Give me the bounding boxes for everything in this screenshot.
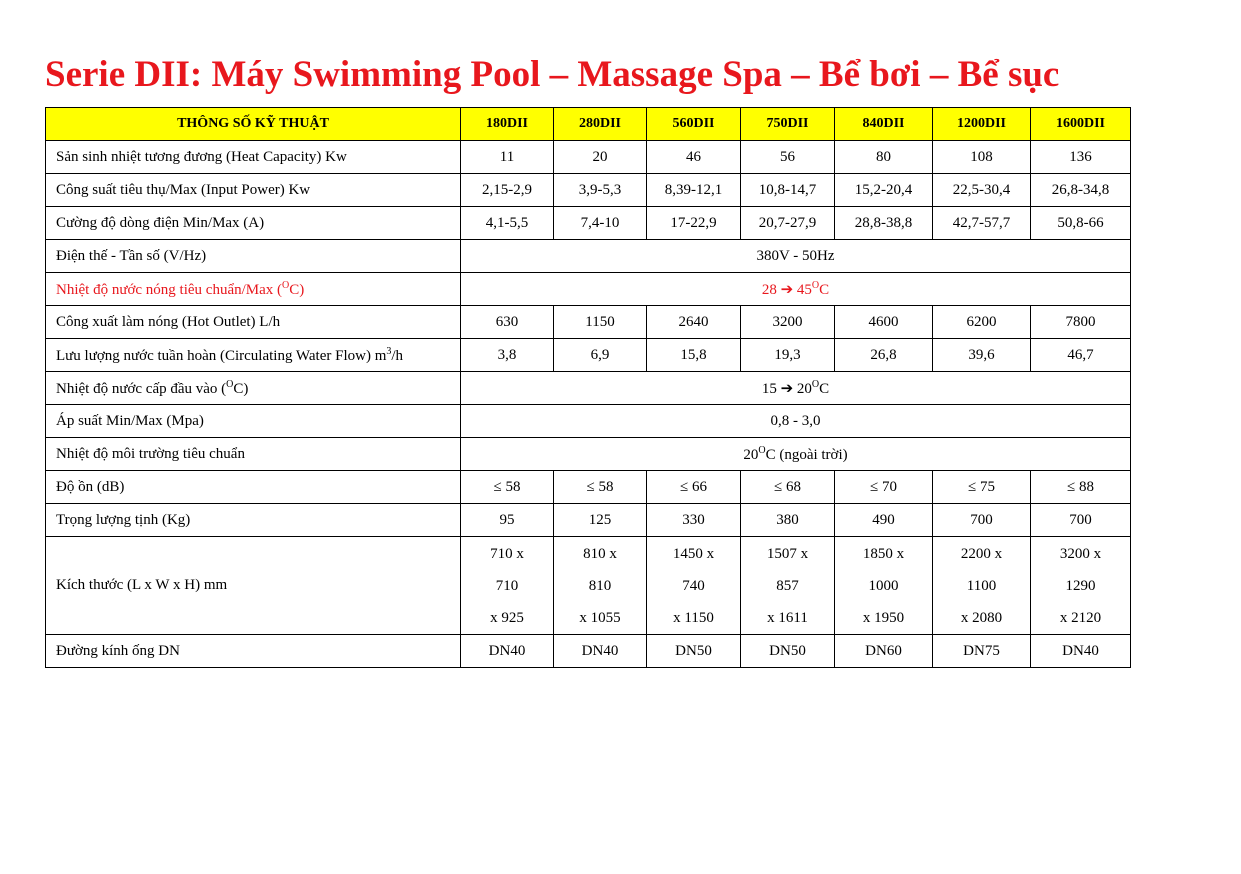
model-header: 560DII: [647, 108, 741, 141]
table-cell: 20,7-27,9: [741, 207, 835, 240]
model-header: 840DII: [835, 108, 933, 141]
table-cell: 19,3: [741, 339, 835, 372]
dim-length: 3200 x: [1059, 545, 1102, 562]
value-text: 28 ➔ 45: [761, 281, 812, 298]
dim-height: x 2080: [960, 609, 1003, 626]
dim-height: x 1950: [862, 609, 905, 626]
model-header: 1600DII: [1031, 108, 1131, 141]
dim-length: 710 x: [490, 545, 524, 562]
table-cell: [554, 537, 647, 635]
model-header: 750DII: [741, 108, 835, 141]
table-row: [46, 273, 1131, 306]
row-label-inlet-temp: [46, 372, 461, 405]
dim-length: 810 x: [583, 545, 617, 562]
superscript: O: [758, 444, 766, 456]
table-cell-merged: 380V - 50Hz: [461, 240, 1131, 273]
model-header: 1200DII: [933, 108, 1031, 141]
dim-width: 710: [495, 577, 519, 594]
table-row: [46, 306, 1131, 339]
table-cell: ≤ 75: [933, 471, 1031, 504]
table-cell: [835, 537, 933, 635]
table-cell: 490: [835, 504, 933, 537]
superscript: 3: [386, 345, 392, 357]
table-cell: 39,6: [933, 339, 1031, 372]
table-row: [46, 471, 1131, 504]
table-cell: 10,8-14,7: [741, 174, 835, 207]
dim-length: 2200 x: [960, 545, 1003, 562]
row-label-hot-water-temp: [46, 273, 461, 306]
table-cell: ≤ 88: [1031, 471, 1131, 504]
table-row: [46, 339, 1131, 372]
dim-length: 1850 x: [862, 545, 905, 562]
table-row: [46, 174, 1131, 207]
dim-height: x 925: [490, 609, 524, 626]
table-cell: 56: [741, 141, 835, 174]
table-row: [46, 141, 1131, 174]
table-cell: 6,9: [554, 339, 647, 372]
superscript: O: [811, 378, 820, 390]
table-row: [46, 537, 1131, 635]
row-label-pressure: Áp suất Min/Max (Mpa): [46, 405, 461, 438]
table-cell: 125: [554, 504, 647, 537]
dim-width: 1290: [1065, 577, 1096, 594]
table-cell: DN75: [933, 635, 1031, 668]
model-header: 280DII: [554, 108, 647, 141]
table-cell: DN40: [461, 635, 554, 668]
table-cell: DN50: [647, 635, 741, 668]
table-cell: 26,8: [835, 339, 933, 372]
table-cell: 6200: [933, 306, 1031, 339]
table-cell: 3,8: [461, 339, 554, 372]
table-header-row: [46, 108, 1131, 141]
dim-length: 1450 x: [672, 545, 715, 562]
table-row: [46, 207, 1131, 240]
table-cell: 50,8-66: [1031, 207, 1131, 240]
label-text: Nhiệt độ nước cấp đầu vào (: [56, 380, 227, 397]
table-cell: 2640: [647, 306, 741, 339]
label-text: C): [233, 380, 249, 397]
table-cell: 3200: [741, 306, 835, 339]
table-cell: 1150: [554, 306, 647, 339]
model-header: 180DII: [461, 108, 554, 141]
spec-header-label: THÔNG SỐ KỸ THUẬT: [46, 108, 461, 141]
table-cell: 8,39-12,1: [647, 174, 741, 207]
table-cell: 17-22,9: [647, 207, 741, 240]
table-cell: 11: [461, 141, 554, 174]
table-cell: 4,1-5,5: [461, 207, 554, 240]
table-cell: 15,2-20,4: [835, 174, 933, 207]
value-text: 20: [743, 446, 759, 463]
table-cell-merged: 0,8 - 3,0: [461, 405, 1131, 438]
table-cell: 630: [461, 306, 554, 339]
dim-height: x 1150: [673, 609, 714, 626]
table-cell: 15,8: [647, 339, 741, 372]
table-cell-merged: [461, 438, 1131, 471]
spec-table: [45, 107, 1131, 668]
table-cell: [1031, 537, 1131, 635]
table-cell: DN60: [835, 635, 933, 668]
dim-width: 740: [682, 577, 705, 594]
table-cell-merged: [461, 273, 1131, 306]
table-cell: 700: [933, 504, 1031, 537]
table-cell: DN40: [1031, 635, 1131, 668]
table-cell: 330: [647, 504, 741, 537]
label-text: Lưu lượng nước tuần hoàn (Circulating Water Flow) m: [56, 347, 387, 364]
table-cell: [933, 537, 1031, 635]
table-cell: 2,15-2,9: [461, 174, 554, 207]
table-row: [46, 372, 1131, 405]
dim-width: 857: [776, 577, 799, 594]
table-cell: 46: [647, 141, 741, 174]
table-row: [46, 405, 1131, 438]
table-cell: 4600: [835, 306, 933, 339]
table-cell: [461, 537, 554, 635]
table-row: [46, 240, 1131, 273]
label-text: C): [289, 281, 305, 298]
dim-length: 1507 x: [766, 545, 809, 562]
superscript: O: [282, 279, 290, 291]
row-label-hot-outlet: Công xuất làm nóng (Hot Outlet) L/h: [46, 306, 461, 339]
table-cell: 80: [835, 141, 933, 174]
table-cell: 7,4-10: [554, 207, 647, 240]
table-cell: 46,7: [1031, 339, 1131, 372]
page-title: Serie DII: Máy Swimming Pool – Massage Spa – Bể bơi – Bể sục: [45, 54, 1060, 95]
table-cell: 108: [933, 141, 1031, 174]
table-cell: DN50: [741, 635, 835, 668]
table-cell: 136: [1031, 141, 1131, 174]
table-cell: 7800: [1031, 306, 1131, 339]
table-cell: ≤ 66: [647, 471, 741, 504]
table-cell: 42,7-57,7: [933, 207, 1031, 240]
row-label-heat-capacity: Sản sinh nhiệt tương đương (Heat Capacity) Kw: [46, 141, 461, 174]
dim-height: x 2120: [1059, 609, 1102, 626]
table-cell: 380: [741, 504, 835, 537]
label-text: Nhiệt độ nước nóng tiêu chuẩn/Max (: [56, 281, 283, 298]
table-cell: ≤ 58: [461, 471, 554, 504]
row-label-weight: Trọng lượng tịnh (Kg): [46, 504, 461, 537]
table-cell: [647, 537, 741, 635]
row-label-pipe-diameter: Đường kính ống DN: [46, 635, 461, 668]
dim-width: 1000: [868, 577, 899, 594]
table-cell: 28,8-38,8: [835, 207, 933, 240]
superscript: O: [811, 279, 820, 291]
row-label-noise: Độ ồn (dB): [46, 471, 461, 504]
table-cell: ≤ 68: [741, 471, 835, 504]
table-row: [46, 504, 1131, 537]
dim-height: x 1055: [579, 609, 621, 626]
dim-height: x 1611: [767, 609, 808, 626]
value-text: C: [819, 281, 830, 298]
table-row: [46, 438, 1131, 471]
row-label-voltage: Điện thế - Tần số (V/Hz): [46, 240, 461, 273]
table-cell: 700: [1031, 504, 1131, 537]
table-row: [46, 635, 1131, 668]
table-cell: ≤ 58: [554, 471, 647, 504]
dim-width: 810: [588, 577, 612, 594]
table-cell: 3,9-5,3: [554, 174, 647, 207]
row-label-dimensions: Kích thước (L x W x H) mm: [46, 537, 461, 635]
table-cell: 26,8-34,8: [1031, 174, 1131, 207]
row-label-input-power: Công suất tiêu thụ/Max (Input Power) Kw: [46, 174, 461, 207]
row-label-ambient-temp: Nhiệt độ môi trường tiêu chuẩn: [46, 438, 461, 471]
table-cell: DN40: [554, 635, 647, 668]
label-text: /h: [391, 347, 404, 364]
superscript: O: [226, 378, 234, 390]
table-cell: [741, 537, 835, 635]
table-cell: 20: [554, 141, 647, 174]
table-cell: ≤ 70: [835, 471, 933, 504]
value-text: C (ngoài trời): [765, 446, 848, 463]
value-text: 15 ➔ 20: [761, 380, 812, 397]
table-cell-merged: [461, 372, 1131, 405]
table-cell: 95: [461, 504, 554, 537]
dim-width: 1100: [966, 577, 997, 594]
row-label-water-flow: [46, 339, 461, 372]
table-cell: 22,5-30,4: [933, 174, 1031, 207]
value-text: C: [819, 380, 830, 397]
row-label-current: Cường độ dòng điện Min/Max (A): [46, 207, 461, 240]
